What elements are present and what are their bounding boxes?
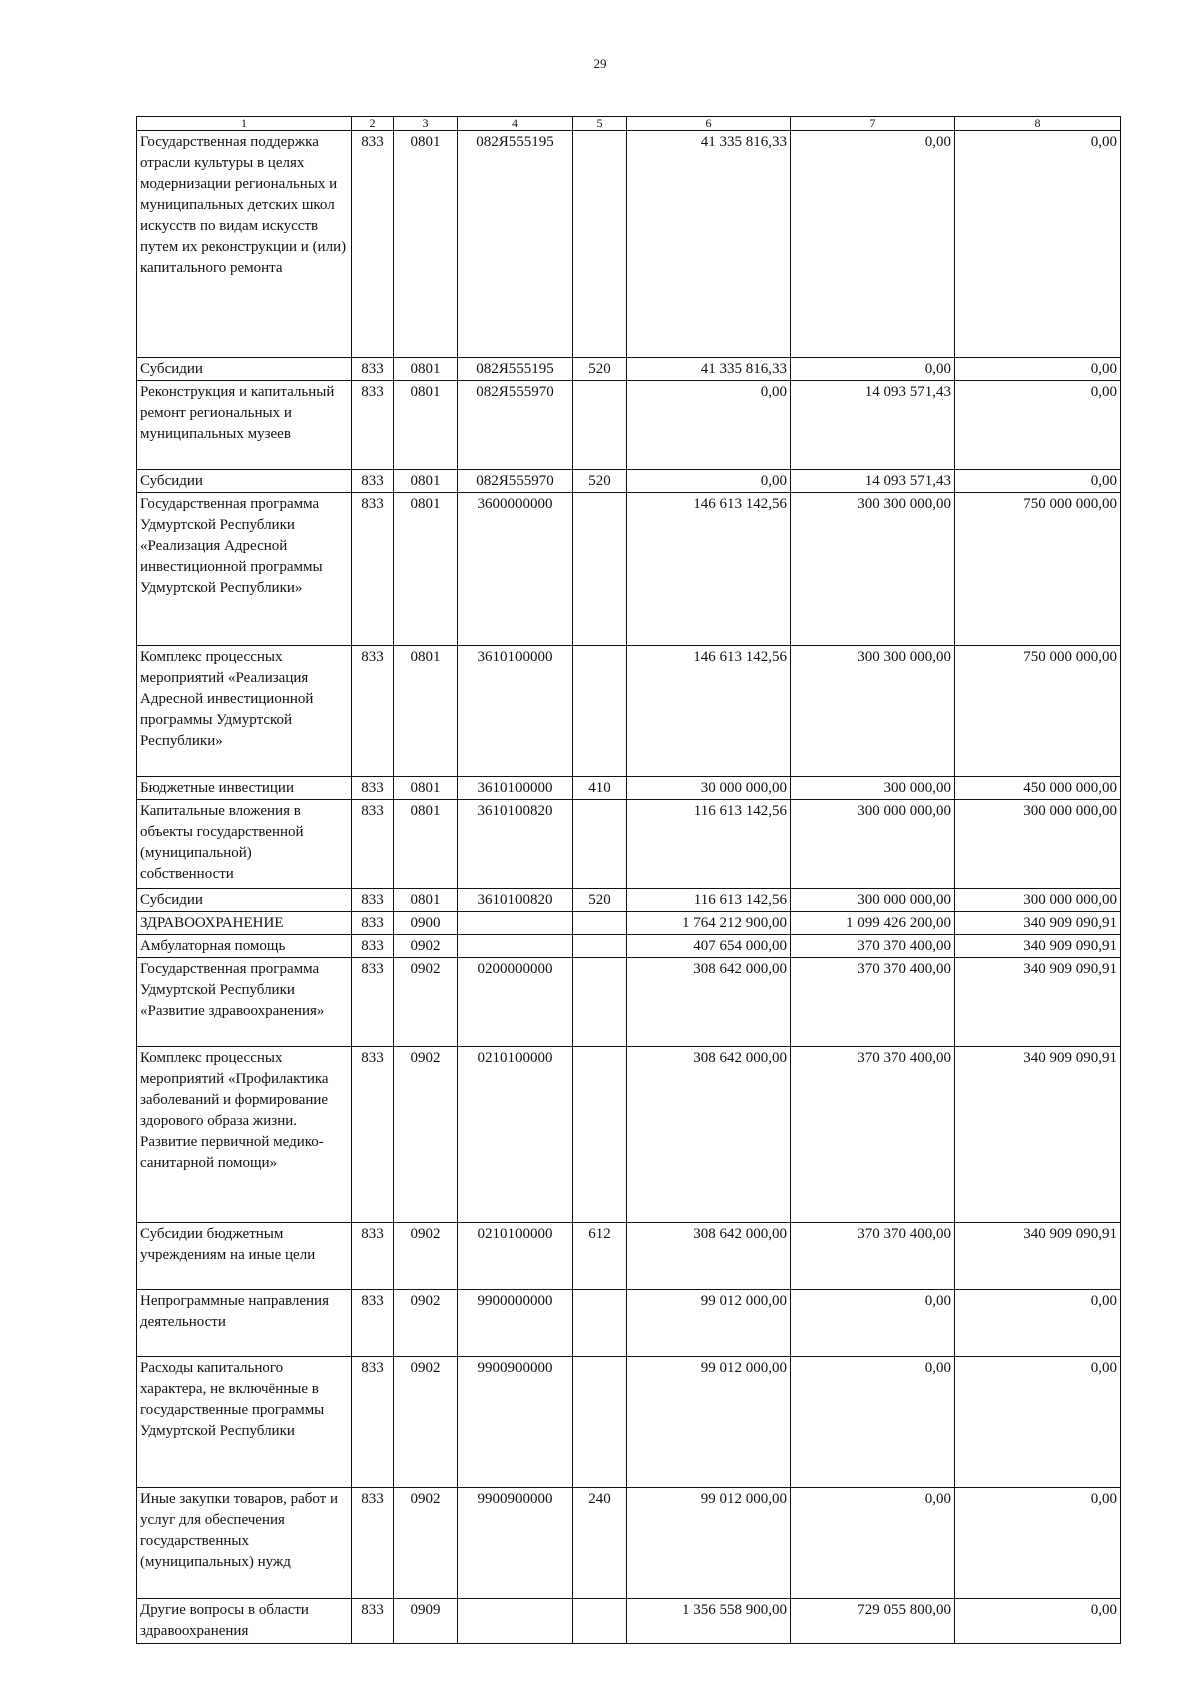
header-col-3: 3 (394, 117, 458, 131)
row-vr (573, 935, 627, 958)
header-col-6: 6 (627, 117, 791, 131)
row-vr: 410 (573, 777, 627, 800)
row-vr (573, 131, 627, 358)
row-name: Субсидии бюджетным учреждениям на иные цели (137, 1223, 352, 1290)
row-grbs: 833 (352, 935, 394, 958)
row-target: 3610100820 (458, 889, 573, 912)
row-target: 9900900000 (458, 1357, 573, 1488)
row-sum-1: 146 613 142,56 (627, 646, 791, 777)
row-section: 0801 (394, 889, 458, 912)
row-name: Иные закупки товаров, работ и услуг для обеспечения государственных (муниципальных) нужд (137, 1488, 352, 1599)
row-grbs: 833 (352, 470, 394, 493)
row-target: 9900900000 (458, 1488, 573, 1599)
row-sum-2: 14 093 571,43 (791, 381, 955, 470)
row-sum-3: 0,00 (955, 470, 1121, 493)
row-name: ЗДРАВООХРАНЕНИЕ (137, 912, 352, 935)
row-sum-3: 0,00 (955, 1599, 1121, 1644)
row-grbs: 833 (352, 889, 394, 912)
row-name: Государственная программа Удмуртской Республики «Развитие здравоохранения» (137, 958, 352, 1047)
row-target (458, 935, 573, 958)
row-sum-2: 300 000 000,00 (791, 800, 955, 889)
row-sum-2: 300 000 000,00 (791, 889, 955, 912)
row-name: Капитальные вложения в объекты государственной (муниципальной) собственности (137, 800, 352, 889)
row-sum-1: 308 642 000,00 (627, 1047, 791, 1223)
row-sum-1: 1 764 212 900,00 (627, 912, 791, 935)
row-sum-2: 370 370 400,00 (791, 958, 955, 1047)
row-section: 0801 (394, 470, 458, 493)
row-sum-1: 0,00 (627, 470, 791, 493)
row-sum-3: 0,00 (955, 1488, 1121, 1599)
table-row (137, 1357, 1121, 1488)
row-vr: 240 (573, 1488, 627, 1599)
row-sum-2: 370 370 400,00 (791, 1047, 955, 1223)
row-sum-1: 99 012 000,00 (627, 1290, 791, 1357)
row-target: 9900000000 (458, 1290, 573, 1357)
row-sum-3: 340 909 090,91 (955, 912, 1121, 935)
row-section: 0902 (394, 1047, 458, 1223)
row-name: Расходы капитального характера, не включённые в государственные программы Удмуртской Республики (137, 1357, 352, 1488)
table-row (137, 381, 1121, 470)
header-col-8: 8 (955, 117, 1121, 131)
table-row (137, 1047, 1121, 1223)
row-sum-3: 340 909 090,91 (955, 1223, 1121, 1290)
table-row (137, 889, 1121, 912)
row-name: Другие вопросы в области здравоохранения (137, 1599, 352, 1644)
row-name: Комплекс процессных мероприятий «Реализация Адресной инвестиционной программы Удмуртской Республики» (137, 646, 352, 777)
row-section: 0801 (394, 358, 458, 381)
row-grbs: 833 (352, 1357, 394, 1488)
row-target: 3610100000 (458, 646, 573, 777)
row-vr (573, 493, 627, 646)
row-vr: 520 (573, 470, 627, 493)
row-sum-3: 450 000 000,00 (955, 777, 1121, 800)
page-number: 29 (593, 56, 607, 71)
table-row (137, 1488, 1121, 1599)
row-section: 0801 (394, 646, 458, 777)
row-target: 082Я555195 (458, 131, 573, 358)
table-row (137, 646, 1121, 777)
row-name: Комплекс процессных мероприятий «Профилактика заболеваний и формирование здорового образа жизни. Развитие первичной медико-санитарной помощи» (137, 1047, 352, 1223)
row-sum-2: 370 370 400,00 (791, 935, 955, 958)
row-vr (573, 912, 627, 935)
row-sum-2: 0,00 (791, 358, 955, 381)
row-target: 0200000000 (458, 958, 573, 1047)
row-name: Государственная программа Удмуртской Республики «Реализация Адресной инвестиционной программы Удмуртской Республики» (137, 493, 352, 646)
row-sum-1: 308 642 000,00 (627, 1223, 791, 1290)
row-sum-3: 0,00 (955, 131, 1121, 358)
table-row (137, 358, 1121, 381)
row-target: 082Я555970 (458, 381, 573, 470)
row-vr: 520 (573, 889, 627, 912)
header-col-7: 7 (791, 117, 955, 131)
header-row (137, 117, 1121, 131)
table-row (137, 912, 1121, 935)
row-section: 0900 (394, 912, 458, 935)
row-sum-3: 0,00 (955, 1290, 1121, 1357)
table-row (137, 958, 1121, 1047)
row-grbs: 833 (352, 1290, 394, 1357)
row-grbs: 833 (352, 912, 394, 935)
row-name: Амбулаторная помощь (137, 935, 352, 958)
row-sum-2: 300 300 000,00 (791, 646, 955, 777)
row-section: 0902 (394, 935, 458, 958)
row-sum-1: 99 012 000,00 (627, 1357, 791, 1488)
table-row (137, 1223, 1121, 1290)
row-sum-2: 1 099 426 200,00 (791, 912, 955, 935)
row-sum-3: 340 909 090,91 (955, 958, 1121, 1047)
row-sum-2: 300 000,00 (791, 777, 955, 800)
row-grbs: 833 (352, 1488, 394, 1599)
row-sum-1: 30 000 000,00 (627, 777, 791, 800)
row-sum-2: 0,00 (791, 131, 955, 358)
row-name: Субсидии (137, 889, 352, 912)
row-vr (573, 800, 627, 889)
table-row (137, 935, 1121, 958)
table-row (137, 1290, 1121, 1357)
row-target: 3610100820 (458, 800, 573, 889)
row-name: Непрограммные направления деятельности (137, 1290, 352, 1357)
row-target: 0210100000 (458, 1047, 573, 1223)
row-section: 0902 (394, 1488, 458, 1599)
row-name: Реконструкция и капитальный ремонт региональных и муниципальных музеев (137, 381, 352, 470)
row-sum-1: 146 613 142,56 (627, 493, 791, 646)
row-section: 0909 (394, 1599, 458, 1644)
row-section: 0801 (394, 493, 458, 646)
table-row (137, 1599, 1121, 1644)
row-sum-1: 407 654 000,00 (627, 935, 791, 958)
row-grbs: 833 (352, 493, 394, 646)
row-target: 082Я555970 (458, 470, 573, 493)
row-sum-3: 0,00 (955, 381, 1121, 470)
row-sum-2: 0,00 (791, 1357, 955, 1488)
row-sum-2: 0,00 (791, 1290, 955, 1357)
row-sum-1: 308 642 000,00 (627, 958, 791, 1047)
row-vr: 520 (573, 358, 627, 381)
row-section: 0902 (394, 1290, 458, 1357)
row-grbs: 833 (352, 1047, 394, 1223)
table-row (137, 493, 1121, 646)
row-grbs: 833 (352, 1223, 394, 1290)
row-target: 0210100000 (458, 1223, 573, 1290)
row-name: Государственная поддержка отрасли культуры в целях модернизации региональных и муниципальных детских школ искусств по видам искусств путем их реконструкции и (или) капитального ремонта (137, 131, 352, 358)
header-col-4: 4 (458, 117, 573, 131)
row-sum-1: 99 012 000,00 (627, 1488, 791, 1599)
row-target (458, 912, 573, 935)
row-sum-2: 0,00 (791, 1488, 955, 1599)
row-grbs: 833 (352, 1599, 394, 1644)
row-target: 3600000000 (458, 493, 573, 646)
row-sum-1: 41 335 816,33 (627, 358, 791, 381)
row-grbs: 833 (352, 800, 394, 889)
header-col-1: 1 (137, 117, 352, 131)
row-section: 0801 (394, 381, 458, 470)
row-vr (573, 381, 627, 470)
row-section: 0801 (394, 800, 458, 889)
row-section: 0902 (394, 958, 458, 1047)
row-sum-3: 340 909 090,91 (955, 935, 1121, 958)
row-vr (573, 1357, 627, 1488)
row-sum-3: 0,00 (955, 358, 1121, 381)
budget-table (136, 116, 1121, 1644)
row-target: 3610100000 (458, 777, 573, 800)
row-vr (573, 646, 627, 777)
row-sum-3: 0,00 (955, 1357, 1121, 1488)
table-row (137, 131, 1121, 358)
row-section: 0902 (394, 1357, 458, 1488)
row-grbs: 833 (352, 646, 394, 777)
row-sum-3: 300 000 000,00 (955, 889, 1121, 912)
row-sum-1: 1 356 558 900,00 (627, 1599, 791, 1644)
header-col-5: 5 (573, 117, 627, 131)
row-sum-2: 300 300 000,00 (791, 493, 955, 646)
row-grbs: 833 (352, 777, 394, 800)
row-grbs: 833 (352, 958, 394, 1047)
row-name: Субсидии (137, 470, 352, 493)
row-name: Субсидии (137, 358, 352, 381)
row-sum-3: 750 000 000,00 (955, 646, 1121, 777)
table-row (137, 800, 1121, 889)
row-sum-1: 116 613 142,56 (627, 800, 791, 889)
row-name: Бюджетные инвестиции (137, 777, 352, 800)
row-section: 0902 (394, 1223, 458, 1290)
row-vr (573, 1047, 627, 1223)
header-col-2: 2 (352, 117, 394, 131)
row-sum-3: 300 000 000,00 (955, 800, 1121, 889)
row-vr (573, 958, 627, 1047)
row-sum-1: 0,00 (627, 381, 791, 470)
table-row (137, 777, 1121, 800)
row-vr (573, 1599, 627, 1644)
row-sum-3: 340 909 090,91 (955, 1047, 1121, 1223)
row-sum-2: 729 055 800,00 (791, 1599, 955, 1644)
row-sum-2: 370 370 400,00 (791, 1223, 955, 1290)
row-section: 0801 (394, 131, 458, 358)
row-sum-2: 14 093 571,43 (791, 470, 955, 493)
row-target (458, 1599, 573, 1644)
row-vr (573, 1290, 627, 1357)
row-section: 0801 (394, 777, 458, 800)
row-grbs: 833 (352, 131, 394, 358)
row-vr: 612 (573, 1223, 627, 1290)
row-sum-1: 41 335 816,33 (627, 131, 791, 358)
table-row (137, 470, 1121, 493)
row-sum-3: 750 000 000,00 (955, 493, 1121, 646)
row-grbs: 833 (352, 358, 394, 381)
row-sum-1: 116 613 142,56 (627, 889, 791, 912)
row-target: 082Я555195 (458, 358, 573, 381)
row-grbs: 833 (352, 381, 394, 470)
